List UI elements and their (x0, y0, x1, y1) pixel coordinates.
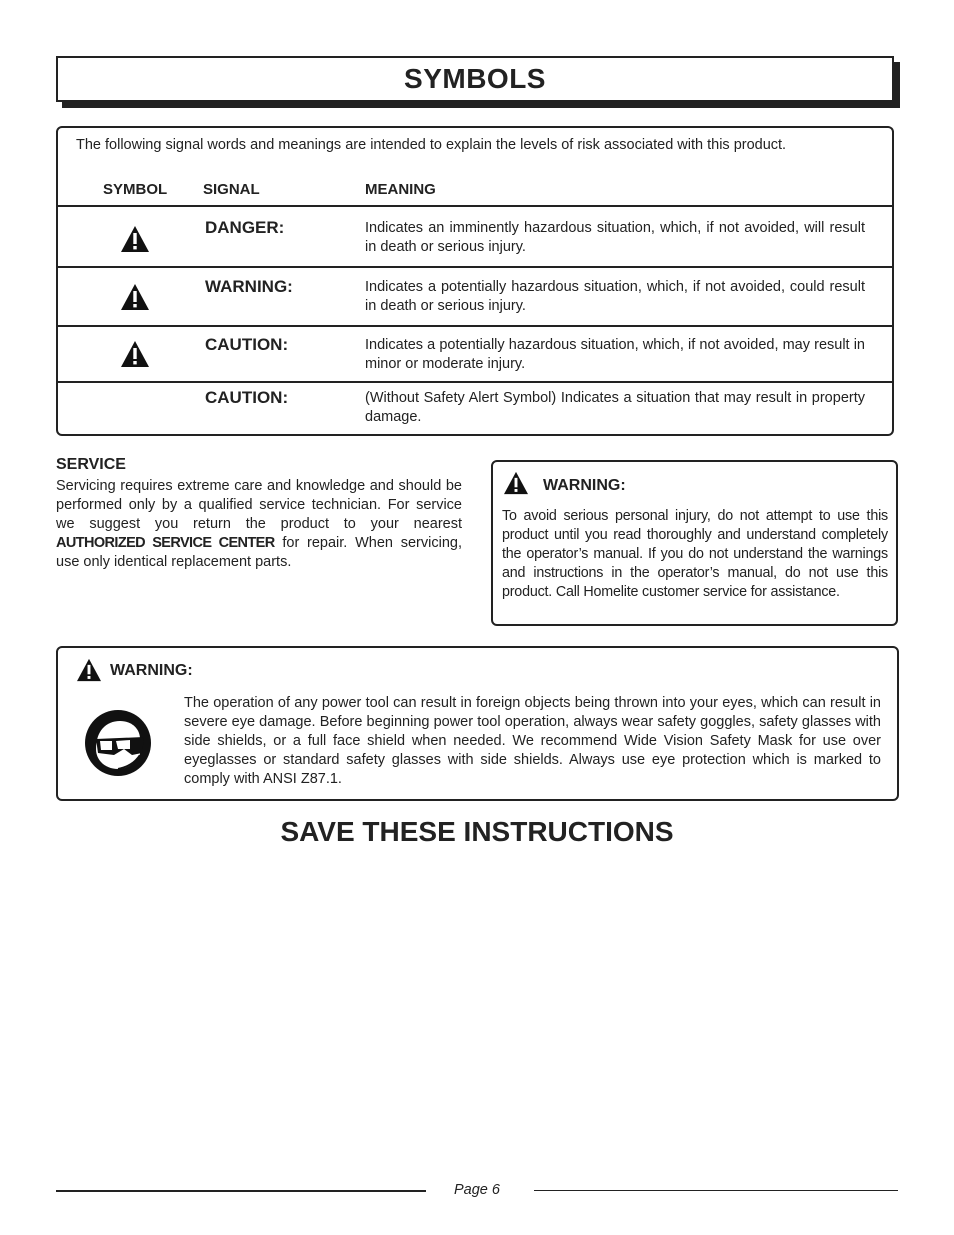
page-number: Page 6 (454, 1182, 500, 1198)
symbols-intro: The following signal words and meanings are intended to explain the levels of risk associated with this product. (76, 137, 787, 153)
footer-rule-right (534, 1190, 898, 1191)
signal-caution: CAUTION: (205, 335, 289, 354)
safety-alert-icon (75, 658, 103, 682)
service-body (56, 477, 462, 572)
warning-eyes-heading: WARNING: (110, 662, 193, 679)
warning-eyes-box (56, 646, 899, 801)
page-title: SYMBOLS (404, 63, 546, 94)
safety-alert-icon (120, 283, 150, 311)
service-center-bold: AUTHORIZED SERVICE CENTER (56, 535, 275, 551)
signal-caution-property: CAUTION: (205, 388, 289, 407)
warning-manual-body: To avoid serious personal injury, do not attempt to use this product until you read thoroughly and understand completely the operator’s manual. If you do not understand the warnings and instructions in the operator’s manual, do not use this product. Call Homelite customer service for assistance. (502, 508, 888, 600)
header-meaning: MEANING (365, 181, 436, 198)
warning-eyes-body: The operation of any power tool can result in foreign objects being thrown into your eyes, which can result in severe eye damage. Before beginning power tool operation, always wear safety goggles, safety glasses with side shields, or a full face shield when needed. We recommend Wide Vision Safety Mask for use over eyeglasses or standard safety glasses with side shields. Always use eye protection which is marked to comply with ANSI Z87.1. (184, 695, 881, 787)
meaning-danger: Indicates an imminently hazardous situation, which, if not avoided, will result in death or serious injury. (365, 220, 865, 255)
safety-alert-icon (120, 225, 150, 253)
service-text-before: Servicing requires extreme care and knowledge and should be performed only by a qualified service technician. For service we suggest you return the product to your nearest (56, 478, 462, 532)
signal-warning: WARNING: (205, 277, 293, 296)
meaning-caution-property: (Without Safety Alert Symbol) Indicates a situation that may result in property damage. (365, 390, 865, 425)
signal-danger: DANGER: (205, 218, 285, 237)
table-divider (58, 266, 892, 268)
table-divider (58, 205, 892, 207)
service-heading: SERVICE (56, 456, 126, 473)
meaning-caution: Indicates a potentially hazardous situation, which, if not avoided, may result in minor or moderate injury. (365, 337, 865, 372)
save-instructions-heading: SAVE THESE INSTRUCTIONS (280, 816, 674, 847)
meaning-warning: Indicates a potentially hazardous situation, which, if not avoided, could result in death or serious injury. (365, 279, 865, 314)
service-text-after: for repair. When servicing, use only identical replacement parts. (56, 535, 462, 570)
footer-rule-left (56, 1190, 426, 1192)
safety-alert-icon (503, 471, 529, 495)
warning-manual-heading: WARNING: (543, 477, 626, 494)
symbols-table (56, 126, 894, 436)
header-symbol: SYMBOL (103, 181, 168, 198)
warning-manual-box (491, 460, 898, 626)
eye-protection-icon (84, 709, 152, 777)
table-divider (58, 381, 892, 383)
safety-alert-icon (120, 340, 150, 368)
table-divider (58, 325, 892, 327)
header-signal: SIGNAL (203, 181, 260, 198)
page-title-banner (56, 56, 894, 102)
